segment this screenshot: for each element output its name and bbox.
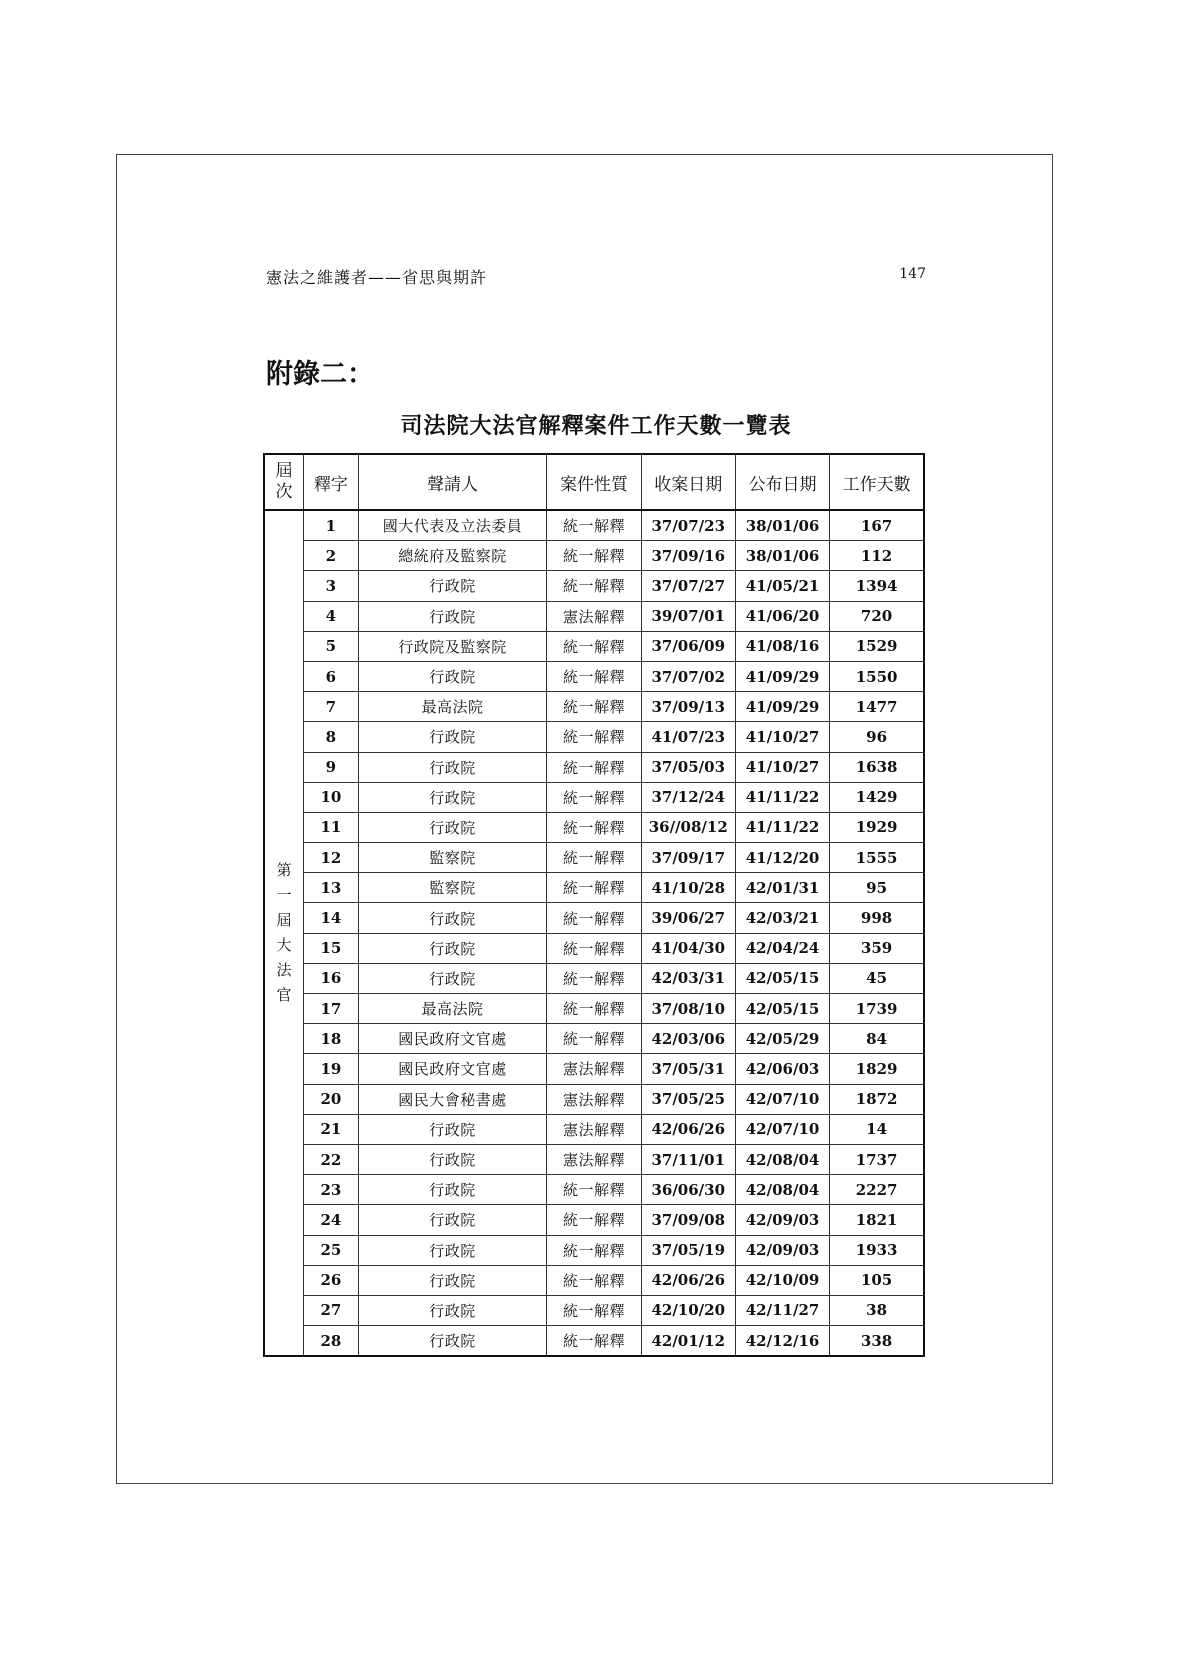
table-row xyxy=(264,994,924,1024)
cell-applicant: 國民政府文官處 xyxy=(358,1024,547,1054)
cell-received-date: 42/03/31 xyxy=(641,963,735,993)
cell-published-date: 42/05/15 xyxy=(735,994,829,1024)
cell-number: 17 xyxy=(304,994,359,1024)
table-row xyxy=(264,510,924,541)
table-header-row xyxy=(264,454,924,510)
cell-applicant: 行政院 xyxy=(358,933,547,963)
cell-published-date: 41/08/16 xyxy=(735,631,829,661)
cell-nature: 統一解釋 xyxy=(547,873,641,903)
cell-number: 6 xyxy=(304,661,359,691)
cell-published-date: 42/03/21 xyxy=(735,903,829,933)
column-header-published: 公布日期 xyxy=(735,454,829,510)
term-label-char: 法 xyxy=(276,961,292,980)
cell-nature: 統一解釋 xyxy=(547,722,641,752)
cell-published-date: 41/11/22 xyxy=(735,812,829,842)
cell-nature: 統一解釋 xyxy=(547,1265,641,1295)
cell-applicant: 最高法院 xyxy=(358,994,547,1024)
cell-applicant: 行政院 xyxy=(358,1205,547,1235)
column-header-days: 工作天數 xyxy=(830,454,924,510)
table-row xyxy=(264,1175,924,1205)
cell-published-date: 42/08/04 xyxy=(735,1175,829,1205)
table-row xyxy=(264,873,924,903)
cell-received-date: 37/07/23 xyxy=(641,510,735,541)
cell-nature: 憲法解釋 xyxy=(547,1144,641,1174)
appendix-heading: 附錄二： xyxy=(266,359,374,390)
cell-nature: 統一解釋 xyxy=(547,1235,641,1265)
cell-nature: 統一解釋 xyxy=(547,782,641,812)
cell-nature: 統一解釋 xyxy=(547,1175,641,1205)
cell-received-date: 42/06/26 xyxy=(641,1265,735,1295)
cell-applicant: 行政院 xyxy=(358,1114,547,1144)
cell-nature: 憲法解釋 xyxy=(547,1054,641,1084)
table-row xyxy=(264,1054,924,1084)
term-label-char: 屆 xyxy=(276,911,292,930)
cell-received-date: 37/11/01 xyxy=(641,1144,735,1174)
cell-published-date: 42/12/16 xyxy=(735,1326,829,1357)
column-header-term xyxy=(264,454,304,510)
cell-number: 24 xyxy=(304,1205,359,1235)
term-label-char: 一 xyxy=(276,886,292,905)
cell-number: 3 xyxy=(304,571,359,601)
cell-published-date: 42/05/29 xyxy=(735,1024,829,1054)
term-head-char-1: 屆 xyxy=(275,461,293,481)
cell-number: 7 xyxy=(304,692,359,722)
table-row xyxy=(264,1144,924,1174)
cell-received-date: 37/06/09 xyxy=(641,631,735,661)
cell-number: 26 xyxy=(304,1265,359,1295)
cell-applicant: 總統府及監察院 xyxy=(358,541,547,571)
term-label-char: 官 xyxy=(276,986,292,1005)
cell-published-date: 42/07/10 xyxy=(735,1114,829,1144)
term-head-char-2: 次 xyxy=(275,482,293,502)
cell-received-date: 37/07/02 xyxy=(641,661,735,691)
table-row xyxy=(264,1235,924,1265)
cell-number: 28 xyxy=(304,1326,359,1357)
cell-applicant: 國民大會秘書處 xyxy=(358,1084,547,1114)
column-header-applicant: 聲請人 xyxy=(358,454,547,510)
cell-work-days: 14 xyxy=(830,1114,924,1144)
cell-published-date: 42/07/10 xyxy=(735,1084,829,1114)
cell-received-date: 42/10/20 xyxy=(641,1295,735,1325)
cell-work-days: 1933 xyxy=(830,1235,924,1265)
cell-nature: 統一解釋 xyxy=(547,752,641,782)
cell-work-days: 96 xyxy=(830,722,924,752)
page-number: 147 xyxy=(899,266,926,282)
cell-applicant: 最高法院 xyxy=(358,692,547,722)
cell-work-days: 1550 xyxy=(830,661,924,691)
cell-applicant: 行政院 xyxy=(358,782,547,812)
cell-number: 4 xyxy=(304,601,359,631)
cell-received-date: 42/03/06 xyxy=(641,1024,735,1054)
cell-number: 19 xyxy=(304,1054,359,1084)
cell-number: 22 xyxy=(304,1144,359,1174)
cell-number: 15 xyxy=(304,933,359,963)
term-cell xyxy=(264,510,304,1356)
cell-work-days: 84 xyxy=(830,1024,924,1054)
column-header-number: 釋字 xyxy=(304,454,359,510)
table-row xyxy=(264,692,924,722)
table-row xyxy=(264,752,924,782)
cell-published-date: 42/01/31 xyxy=(735,873,829,903)
cell-nature: 統一解釋 xyxy=(547,1024,641,1054)
cell-number: 21 xyxy=(304,1114,359,1144)
table-title: 司法院大法官解釋案件工作天數一覽表 xyxy=(400,414,792,439)
cell-number: 12 xyxy=(304,843,359,873)
cell-applicant: 監察院 xyxy=(358,843,547,873)
cell-nature: 統一解釋 xyxy=(547,1205,641,1235)
cell-applicant: 行政院 xyxy=(358,812,547,842)
cell-published-date: 41/09/29 xyxy=(735,661,829,691)
cell-work-days: 1394 xyxy=(830,571,924,601)
column-header-received: 收案日期 xyxy=(641,454,735,510)
table-row xyxy=(264,1024,924,1054)
cell-number: 25 xyxy=(304,1235,359,1265)
table-row xyxy=(264,1084,924,1114)
cell-number: 8 xyxy=(304,722,359,752)
cell-received-date: 37/09/17 xyxy=(641,843,735,873)
table-body xyxy=(264,510,924,1356)
cell-number: 20 xyxy=(304,1084,359,1114)
cell-applicant: 行政院 xyxy=(358,752,547,782)
cell-applicant: 行政院 xyxy=(358,1295,547,1325)
cell-published-date: 41/11/22 xyxy=(735,782,829,812)
cell-nature: 憲法解釋 xyxy=(547,1114,641,1144)
cell-received-date: 37/12/24 xyxy=(641,782,735,812)
cell-applicant: 行政院 xyxy=(358,903,547,933)
cell-published-date: 41/10/27 xyxy=(735,752,829,782)
cell-received-date: 39/07/01 xyxy=(641,601,735,631)
table-row xyxy=(264,1265,924,1295)
cell-work-days: 38 xyxy=(830,1295,924,1325)
cell-received-date: 37/07/27 xyxy=(641,571,735,601)
cell-nature: 統一解釋 xyxy=(547,933,641,963)
cell-published-date: 41/06/20 xyxy=(735,601,829,631)
cell-nature: 統一解釋 xyxy=(547,903,641,933)
cell-work-days: 45 xyxy=(830,963,924,993)
cell-applicant: 國大代表及立法委員 xyxy=(358,510,547,541)
table-row xyxy=(264,1326,924,1357)
cell-published-date: 41/09/29 xyxy=(735,692,829,722)
cell-received-date: 37/05/03 xyxy=(641,752,735,782)
table-row xyxy=(264,631,924,661)
cell-received-date: 37/05/19 xyxy=(641,1235,735,1265)
cell-nature: 統一解釋 xyxy=(547,571,641,601)
cell-nature: 統一解釋 xyxy=(547,510,641,541)
cell-number: 10 xyxy=(304,782,359,812)
cell-number: 9 xyxy=(304,752,359,782)
cell-work-days: 720 xyxy=(830,601,924,631)
cell-applicant: 行政院 xyxy=(358,1144,547,1174)
cell-received-date: 42/01/12 xyxy=(641,1326,735,1357)
cell-work-days: 1821 xyxy=(830,1205,924,1235)
cell-received-date: 36//08/12 xyxy=(641,812,735,842)
cell-nature: 統一解釋 xyxy=(547,661,641,691)
cell-applicant: 行政院 xyxy=(358,601,547,631)
cell-work-days: 1638 xyxy=(830,752,924,782)
cell-number: 11 xyxy=(304,812,359,842)
cell-work-days: 95 xyxy=(830,873,924,903)
cell-applicant: 行政院 xyxy=(358,722,547,752)
table-row xyxy=(264,812,924,842)
cell-number: 1 xyxy=(304,510,359,541)
cell-work-days: 1555 xyxy=(830,843,924,873)
cell-published-date: 41/05/21 xyxy=(735,571,829,601)
interpretation-cases-table xyxy=(263,453,925,1357)
cell-received-date: 37/05/25 xyxy=(641,1084,735,1114)
cell-nature: 統一解釋 xyxy=(547,812,641,842)
cell-applicant: 國民政府文官處 xyxy=(358,1054,547,1084)
column-header-nature: 案件性質 xyxy=(547,454,641,510)
cell-work-days: 1929 xyxy=(830,812,924,842)
cell-published-date: 42/11/27 xyxy=(735,1295,829,1325)
cell-nature: 統一解釋 xyxy=(547,541,641,571)
cell-published-date: 38/01/06 xyxy=(735,541,829,571)
cell-published-date: 42/06/03 xyxy=(735,1054,829,1084)
table-row xyxy=(264,722,924,752)
table-row xyxy=(264,903,924,933)
term-label-char: 大 xyxy=(276,936,292,955)
cell-work-days: 105 xyxy=(830,1265,924,1295)
table-row xyxy=(264,661,924,691)
cell-received-date: 37/09/13 xyxy=(641,692,735,722)
cell-published-date: 42/05/15 xyxy=(735,963,829,993)
cell-published-date: 42/08/04 xyxy=(735,1144,829,1174)
cell-work-days: 1429 xyxy=(830,782,924,812)
cell-received-date: 41/10/28 xyxy=(641,873,735,903)
cell-number: 18 xyxy=(304,1024,359,1054)
cell-applicant: 行政院 xyxy=(358,661,547,691)
table-row xyxy=(264,571,924,601)
cell-number: 2 xyxy=(304,541,359,571)
cell-received-date: 37/09/08 xyxy=(641,1205,735,1235)
running-head: 憲法之維護者——省思與期許 xyxy=(266,268,488,287)
cell-received-date: 41/04/30 xyxy=(641,933,735,963)
table-row xyxy=(264,843,924,873)
table-row xyxy=(264,963,924,993)
cell-number: 16 xyxy=(304,963,359,993)
cell-work-days: 112 xyxy=(830,541,924,571)
cell-number: 14 xyxy=(304,903,359,933)
cell-applicant: 行政院 xyxy=(358,1265,547,1295)
term-label-char: 第 xyxy=(276,861,292,880)
cell-applicant: 行政院 xyxy=(358,571,547,601)
cell-received-date: 37/05/31 xyxy=(641,1054,735,1084)
cell-nature: 統一解釋 xyxy=(547,1326,641,1357)
cell-received-date: 37/09/16 xyxy=(641,541,735,571)
cell-work-days: 1529 xyxy=(830,631,924,661)
cell-work-days: 338 xyxy=(830,1326,924,1357)
cell-received-date: 41/07/23 xyxy=(641,722,735,752)
cell-number: 23 xyxy=(304,1175,359,1205)
cell-nature: 憲法解釋 xyxy=(547,1084,641,1114)
table-row xyxy=(264,782,924,812)
table-row xyxy=(264,1114,924,1144)
cell-received-date: 36/06/30 xyxy=(641,1175,735,1205)
cell-published-date: 42/09/03 xyxy=(735,1205,829,1235)
cell-nature: 憲法解釋 xyxy=(547,601,641,631)
cell-nature: 統一解釋 xyxy=(547,1295,641,1325)
cell-work-days: 1739 xyxy=(830,994,924,1024)
table-row xyxy=(264,1295,924,1325)
cell-published-date: 42/10/09 xyxy=(735,1265,829,1295)
cell-nature: 統一解釋 xyxy=(547,631,641,661)
cell-work-days: 359 xyxy=(830,933,924,963)
cell-nature: 統一解釋 xyxy=(547,963,641,993)
cell-published-date: 42/04/24 xyxy=(735,933,829,963)
cell-received-date: 37/08/10 xyxy=(641,994,735,1024)
cell-received-date: 39/06/27 xyxy=(641,903,735,933)
cell-work-days: 2227 xyxy=(830,1175,924,1205)
cell-published-date: 41/12/20 xyxy=(735,843,829,873)
cell-published-date: 38/01/06 xyxy=(735,510,829,541)
table-row xyxy=(264,1205,924,1235)
cell-applicant: 行政院及監察院 xyxy=(358,631,547,661)
cell-work-days: 1872 xyxy=(830,1084,924,1114)
cell-nature: 統一解釋 xyxy=(547,692,641,722)
cell-work-days: 998 xyxy=(830,903,924,933)
cell-number: 5 xyxy=(304,631,359,661)
cell-published-date: 41/10/27 xyxy=(735,722,829,752)
cell-published-date: 42/09/03 xyxy=(735,1235,829,1265)
cell-work-days: 1737 xyxy=(830,1144,924,1174)
cell-work-days: 1477 xyxy=(830,692,924,722)
cell-applicant: 行政院 xyxy=(358,1235,547,1265)
cell-applicant: 行政院 xyxy=(358,1326,547,1357)
cell-work-days: 1829 xyxy=(830,1054,924,1084)
cell-received-date: 42/06/26 xyxy=(641,1114,735,1144)
cell-applicant: 行政院 xyxy=(358,1175,547,1205)
cell-work-days: 167 xyxy=(830,510,924,541)
cell-applicant: 行政院 xyxy=(358,963,547,993)
table-row xyxy=(264,541,924,571)
table-row xyxy=(264,933,924,963)
cell-number: 13 xyxy=(304,873,359,903)
cell-number: 27 xyxy=(304,1295,359,1325)
cell-nature: 統一解釋 xyxy=(547,843,641,873)
cell-nature: 統一解釋 xyxy=(547,994,641,1024)
cell-applicant: 監察院 xyxy=(358,873,547,903)
table-row xyxy=(264,601,924,631)
